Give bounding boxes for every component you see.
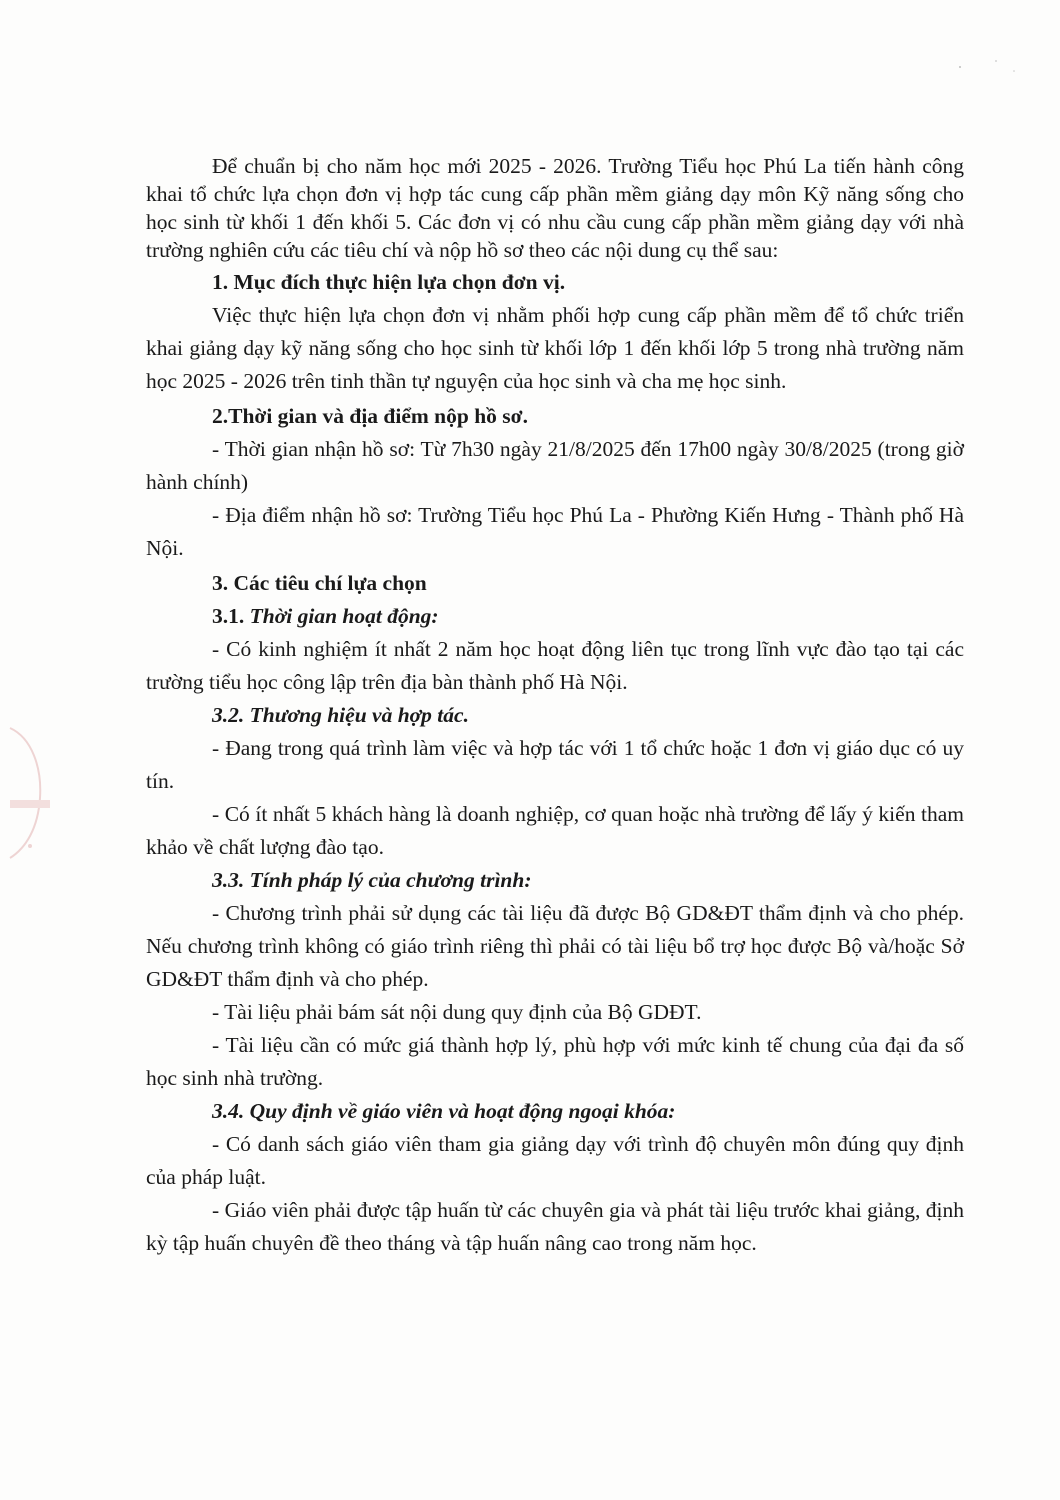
subsection-3-4-item: - Giáo viên phải được tập huấn từ các chuyên gia và phát tài liệu trước khai giảng, định kỳ tập huấn chuyên đề theo tháng và tập huấn nâng cao trong năm học. xyxy=(146,1198,964,1255)
subsection-3-2-item: - Có ít nhất 5 khách hàng là doanh nghiệp, cơ quan hoặc nhà trường để lấy ý kiến tham khảo về chất lượng đào tạo. xyxy=(146,802,964,859)
section-3-heading: 3. Các tiêu chí lựa chọn xyxy=(212,571,427,595)
subsection-3-4-item: - Có danh sách giáo viên tham gia giảng dạy với trình độ chuyên môn đúng quy định của pháp luật. xyxy=(146,1132,964,1189)
subsection-3-1-title: Thời gian hoạt động: xyxy=(249,604,439,628)
subsection-3-3-heading: 3.3. Tính pháp lý của chương trình: xyxy=(212,868,532,892)
section-2-time: - Thời gian nhận hồ sơ: Từ 7h30 ngày 21/8/2025 đến 17h00 ngày 30/8/2025 (trong giờ hành chính) xyxy=(146,437,964,494)
document-body xyxy=(146,152,964,1260)
subsection-3-1-heading xyxy=(146,600,964,633)
subsection-3-3-item: - Tài liệu phải bám sát nội dung quy định của Bộ GDĐT. xyxy=(212,1000,702,1024)
subsection-3-1-number: 3.1. xyxy=(212,604,245,628)
subsection-3-1-item: - Có kinh nghiệm ít nhất 2 năm học hoạt động liên tục trong lĩnh vực đào tạo tại các trường tiểu học công lập trên địa bàn thành phố Hà Nội. xyxy=(146,637,964,694)
section-2-place: - Địa điểm nhận hồ sơ: Trường Tiểu học Phú La - Phường Kiến Hưng - Thành phố Hà Nội. xyxy=(146,503,964,560)
subsection-3-4-heading: 3.4. Quy định về giáo viên và hoạt động ngoại khóa: xyxy=(212,1099,676,1123)
speck xyxy=(1013,70,1015,72)
subsection-3-3-item: - Tài liệu cần có mức giá thành hợp lý, phù hợp với mức kinh tế chung của đại đa số học sinh nhà trường. xyxy=(146,1033,964,1090)
section-1-text: Việc thực hiện lựa chọn đơn vị nhằm phối hợp cung cấp phần mềm để tổ chức triển khai giảng dạy kỹ năng sống cho học sinh từ khối lớp 1 đến khối lớp 5 trong nhà trường năm học 2025 - 2026 trên tinh thần tự nguyện của học sinh và cha mẹ học sinh. xyxy=(146,303,964,393)
intro-paragraph: Để chuẩn bị cho năm học mới 2025 - 2026. Trường Tiểu học Phú La tiến hành công khai tổ chức lựa chọn đơn vị hợp tác cung cấp phần mềm giảng dạy môn Kỹ năng sống cho học sinh từ khối 1 đến khối 5. Các đơn vị có nhu cầu cung cấp phần mềm giảng dạy với nhà trường nghiên cứu các tiêu chí và nộp hồ sơ theo các nội dung cụ thể sau: xyxy=(146,154,964,262)
section-1-heading: 1. Mục đích thực hiện lựa chọn đơn vị. xyxy=(212,270,566,294)
faded-red-stamp-edge xyxy=(2,708,62,868)
subsection-3-3-item: - Chương trình phải sử dụng các tài liệu đã được Bộ GD&ĐT thẩm định và cho phép. Nếu chương trình không có giáo trình riêng thì phải có tài liệu bổ trợ học được Bộ và/hoặc Sở GD&ĐT thẩm định và cho phép. xyxy=(146,901,964,991)
section-2-heading: 2.Thời gian và địa điểm nộp hồ sơ. xyxy=(212,404,528,428)
scan-specks xyxy=(950,55,1030,85)
speck xyxy=(959,66,961,68)
subsection-3-2-item: - Đang trong quá trình làm việc và hợp tác với 1 tổ chức hoặc 1 đơn vị giáo dục có uy tín. xyxy=(146,736,964,793)
subsection-3-2-heading: 3.2. Thương hiệu và hợp tác. xyxy=(212,703,469,727)
speck xyxy=(995,60,997,62)
